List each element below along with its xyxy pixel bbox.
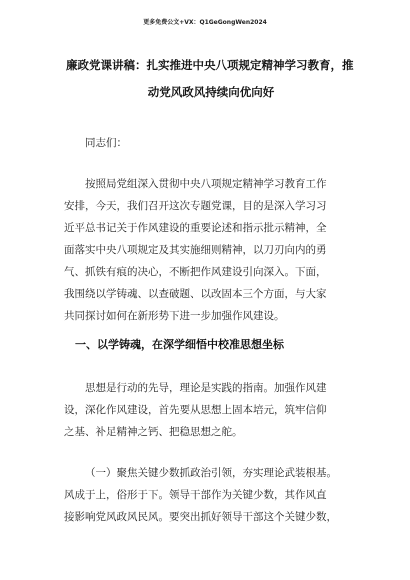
intro-line: 共同探讨如何在新形势下进一步加强作风建设。 — [64, 310, 285, 322]
section-line: 之基、补足精神之钙、把稳思想之舵。 — [64, 426, 243, 438]
subsection-paragraph — [64, 462, 350, 528]
section-line: 思想是行动的先导，理论是实践的指南。加强作风建 — [85, 382, 327, 394]
title-line-2: 动党风政风持续向优向好 — [147, 85, 275, 99]
salutation — [64, 132, 350, 154]
intro-line: 面落实中央八项规定及其实施细则精神，以刀刃向内的勇 — [64, 244, 327, 256]
title-line-1: 廉政党课讲稿：扎实推进中央八项规定精神学习教育，推 — [66, 58, 354, 72]
section-heading: 一、以学铸魂，在深学细悟中校准思想坐标 — [75, 338, 284, 351]
salutation-text: 同志们： — [85, 137, 127, 149]
intro-line: 安排，今天，我们召开这次专题党课，目的是深入学习习 — [64, 200, 327, 212]
intro-line: 近平总书记关于作风建设的重要论述和指示批示精神，全 — [64, 222, 327, 234]
intro-line: 我围绕以学铸魂、以查破题、以改固本三个方面，与大家 — [64, 288, 327, 300]
header-note: 更多免费公文+VX：Q1GeGongWen2024 — [143, 19, 267, 26]
intro-line: 气、抓铁有痕的决心，不断把作风建设引向深入。下面， — [64, 266, 327, 278]
subsection-line: 接影响党风政风民风。要突出抓好领导干部这个关键少数， — [64, 511, 337, 523]
section-paragraph — [64, 377, 350, 443]
document-title — [66, 52, 356, 106]
intro-paragraph — [64, 173, 350, 327]
section-line: 设，深化作风建设，首先要从思想上固本培元，筑牢信仰 — [64, 404, 327, 416]
subsection-line: 风成于上，俗形于下。领导干部作为关键少数，其作风直 — [64, 489, 327, 501]
intro-line: 按照局党组深入贯彻中央八项规定精神学习教育工作 — [85, 178, 327, 190]
subsection-line: （一）聚焦关键少数抓政治引领，夯实理论武装根基。 — [85, 467, 337, 479]
